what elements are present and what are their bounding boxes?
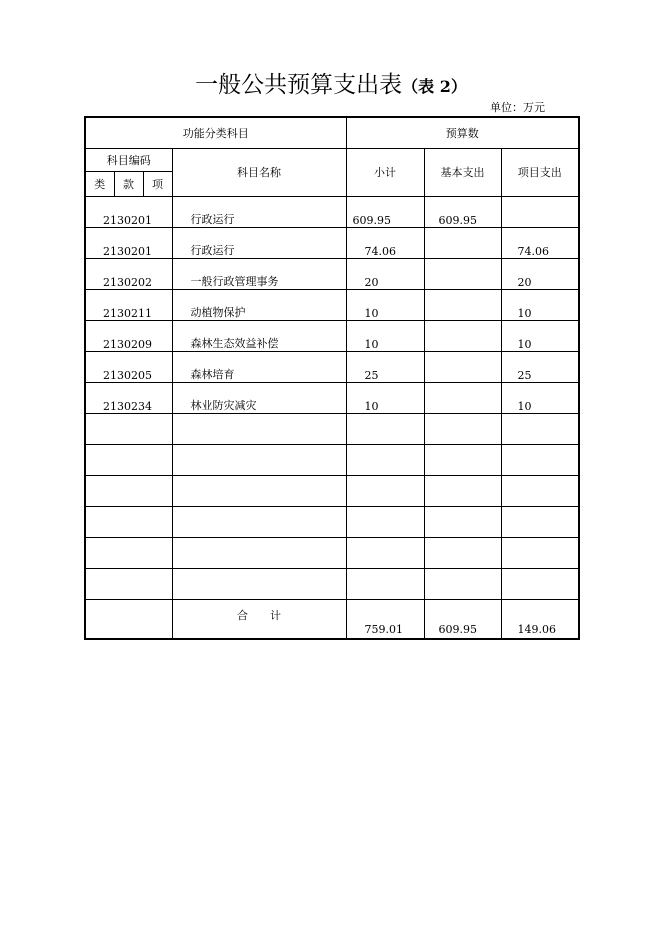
header-name: 科目名称 [172,148,346,196]
empty-cell [85,506,172,537]
row-code: 2130202 [85,258,172,289]
empty-cell [424,568,501,599]
row-subtotal: 609.95 [346,196,424,227]
empty-cell [501,568,579,599]
total-subtotal: 759.01 [346,599,424,639]
row-name: 动植物保护 [172,289,346,320]
row-basic [424,227,501,258]
table-row [85,196,579,227]
row-code: 2130211 [85,289,172,320]
row-name: 林业防灾减灾 [172,382,346,413]
empty-cell [85,599,172,639]
row-basic [424,382,501,413]
empty-cell [346,537,424,568]
row-project: 20 [501,258,579,289]
row-basic [424,289,501,320]
empty-cell [346,506,424,537]
row-project: 10 [501,289,579,320]
row-basic [424,258,501,289]
row-basic: 609.95 [424,196,501,227]
empty-cell [172,568,346,599]
table-row [85,227,579,258]
header-xiang: 项 [143,171,172,196]
empty-cell [424,413,501,444]
row-code: 2130234 [85,382,172,413]
empty-row [85,413,579,444]
empty-cell [85,413,172,444]
empty-cell [85,475,172,506]
row-name: 行政运行 [172,196,346,227]
table-row [85,258,579,289]
empty-cell [424,475,501,506]
table-row [85,351,579,382]
total-project: 149.06 [501,599,579,639]
empty-row [85,475,579,506]
row-code: 2130201 [85,196,172,227]
empty-cell [85,537,172,568]
empty-row [85,444,579,475]
total-label: 合 计 [172,599,346,639]
row-project: 10 [501,320,579,351]
header-basic: 基本支出 [424,148,501,196]
header-lei: 类 [85,171,114,196]
row-project: 25 [501,351,579,382]
row-subtotal: 25 [346,351,424,382]
row-name: 森林培育 [172,351,346,382]
empty-cell [424,506,501,537]
header-kuan: 款 [114,171,143,196]
title-main: 一般公共预算支出表 [195,72,403,98]
header-project: 项目支出 [501,148,579,196]
row-code: 2130209 [85,320,172,351]
title-sub: （表 2） [402,77,467,96]
empty-cell [346,444,424,475]
page-title [0,66,662,99]
empty-cell [346,475,424,506]
empty-cell [172,506,346,537]
empty-cell [501,444,579,475]
empty-cell [172,413,346,444]
empty-cell [501,506,579,537]
row-subtotal: 20 [346,258,424,289]
total-basic: 609.95 [424,599,501,639]
total-row [85,599,579,639]
empty-cell [172,537,346,568]
empty-cell [172,444,346,475]
header-row-1 [85,117,579,148]
empty-cell [501,537,579,568]
row-subtotal: 10 [346,289,424,320]
row-name: 一般行政管理事务 [172,258,346,289]
empty-row [85,537,579,568]
header-subtotal: 小计 [346,148,424,196]
row-name: 行政运行 [172,227,346,258]
row-project: 74.06 [501,227,579,258]
row-name: 森林生态效益补偿 [172,320,346,351]
table-row [85,320,579,351]
empty-cell [85,568,172,599]
row-subtotal: 10 [346,382,424,413]
empty-cell [346,568,424,599]
table-row [85,289,579,320]
header-budget: 预算数 [346,117,579,148]
row-basic [424,320,501,351]
empty-row [85,568,579,599]
empty-cell [424,537,501,568]
empty-cell [424,444,501,475]
row-subtotal: 10 [346,320,424,351]
unit-label: 单位：万元 [490,101,545,114]
empty-cell [85,444,172,475]
header-row-2 [85,148,579,171]
empty-row [85,506,579,537]
row-code: 2130201 [85,227,172,258]
row-basic [424,351,501,382]
row-code: 2130205 [85,351,172,382]
empty-cell [172,475,346,506]
row-project [501,196,579,227]
budget-table [84,116,580,640]
header-func-class: 功能分类科目 [85,117,346,148]
empty-cell [501,413,579,444]
table-row [85,382,579,413]
empty-cell [501,475,579,506]
row-project: 10 [501,382,579,413]
header-code: 科目编码 [85,148,172,171]
row-subtotal: 74.06 [346,227,424,258]
empty-cell [346,413,424,444]
